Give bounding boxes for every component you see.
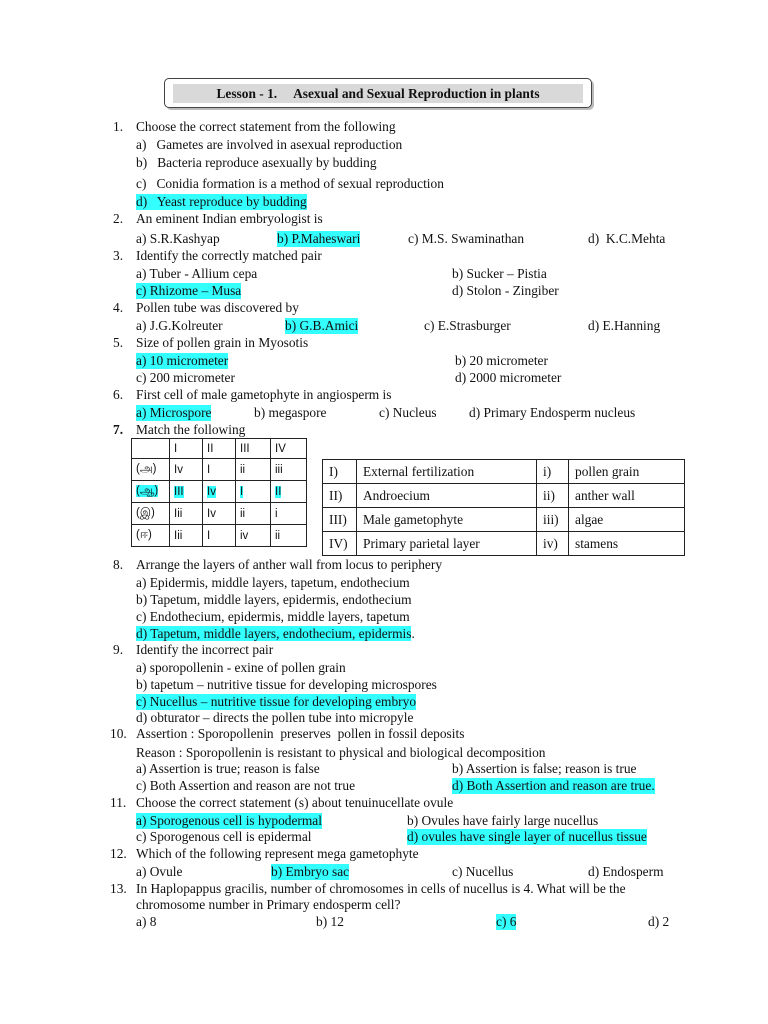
- answer-grid-row: [132, 459, 307, 481]
- q4-option-a: a) J.G.Kolreuter: [136, 318, 223, 333]
- answer-grid-cell: Iii: [170, 525, 203, 547]
- q3-text: Identify the correctly matched pair: [136, 248, 322, 263]
- lesson-title-box: [164, 78, 592, 108]
- q4-option-d: d) E.Hanning: [588, 318, 661, 333]
- answer-grid-header-cell: III: [236, 439, 271, 459]
- q8-option-b: b) Tapetum, middle layers, epidermis, endothecium: [136, 592, 412, 607]
- match-cell-item: Androecium: [357, 484, 537, 508]
- q2-option-b-answer: b) P.Maheswari: [277, 231, 361, 246]
- q13-option-a: a) 8: [136, 914, 157, 929]
- q8-option-d-tail: .: [411, 626, 415, 641]
- match-cell-answer: algae: [569, 508, 685, 532]
- answer-grid-cell: ii: [271, 525, 307, 547]
- q3-option-a: a) Tuber - Allium cepa: [136, 266, 258, 281]
- q4-option-c: c) E.Strasburger: [424, 318, 511, 333]
- q10-assertion: Assertion : Sporopollenin preserves pollen in fossil deposits: [136, 726, 465, 741]
- q10-option-a: a) Assertion is true; reason is false: [136, 761, 320, 776]
- answer-grid-cell: (ஈ): [132, 525, 170, 547]
- q6-option-c: c) Nucleus: [379, 405, 437, 420]
- q6-option-d: d) Primary Endosperm nucleus: [469, 405, 636, 420]
- q12-option-b-answer: b) Embryo sac: [271, 864, 350, 879]
- answer-grid-row-answer: [132, 481, 307, 503]
- q2-number: 2.: [113, 211, 124, 226]
- q11-option-d-answer: d) ovules have single layer of nucellus tissue: [407, 829, 647, 844]
- q10-reason: Reason : Sporopollenin is resistant to physical and biological decomposition: [136, 745, 546, 760]
- answer-grid-header-cell: I: [170, 439, 203, 459]
- answer-grid-row: [132, 525, 307, 547]
- answer-grid-row: [132, 503, 307, 525]
- q8-option-d-line: [136, 626, 415, 642]
- q9-option-b: b) tapetum – nutritive tissue for developing microspores: [136, 677, 437, 692]
- answer-grid-header-row: [132, 439, 307, 459]
- answer-grid-cell: I: [203, 525, 236, 547]
- q11-option-a-answer: a) Sporogenous cell is hypodermal: [136, 813, 322, 828]
- q13-option-d: d) 2: [648, 914, 670, 929]
- q7-text: Match the following: [136, 422, 246, 437]
- q8-option-d-answer: d) Tapetum, middle layers, endothecium, epidermis: [136, 626, 412, 641]
- answer-grid-cell-text: III: [174, 485, 184, 498]
- q5-option-d: d) 2000 micrometer: [455, 370, 562, 385]
- answer-code-grid: [131, 438, 307, 547]
- q7-number: 7.: [113, 422, 124, 437]
- answer-grid-cell: Iv: [203, 503, 236, 525]
- q9-number: 9.: [113, 642, 124, 657]
- q3-option-b: b) Sucker – Pistia: [452, 266, 547, 281]
- q1-option-d-answer: d) Yeast reproduce by budding: [136, 194, 307, 209]
- q12-text: Which of the following represent mega gametophyte: [136, 846, 419, 861]
- q1-option-b: b) Bacteria reproduce asexually by budding: [136, 155, 377, 170]
- q4-number: 4.: [113, 300, 124, 315]
- q13-number: 13.: [110, 881, 127, 896]
- q2-text: An eminent Indian embryologist is: [136, 211, 323, 226]
- q4-option-b-answer: b) G.B.Amici: [285, 318, 359, 333]
- q13-text-line1: In Haplopappus gracilis, number of chromosomes in cells of nucellus is 4. What will be the: [136, 881, 626, 896]
- answer-grid-header-cell: II: [203, 439, 236, 459]
- match-row: [323, 484, 685, 508]
- lesson-title: Lesson - 1. Asexual and Sexual Reproduction in plants: [173, 84, 583, 103]
- q2-option-a: a) S.R.Kashyap: [136, 231, 220, 246]
- q12-number: 12.: [110, 846, 127, 861]
- q11-option-c: c) Sporogenous cell is epidermal: [136, 829, 312, 844]
- answer-grid-cell: [170, 481, 203, 503]
- q8-text: Arrange the layers of anther wall from locus to periphery: [136, 557, 443, 572]
- q10-number: 10.: [110, 726, 127, 741]
- answer-grid-cell: [271, 481, 307, 503]
- answer-grid-cell: [203, 481, 236, 503]
- answer-grid-cell: Iv: [170, 459, 203, 481]
- q13-option-c-answer: c) 6: [496, 914, 517, 929]
- match-cell-roman: II): [323, 484, 357, 508]
- match-row: [323, 532, 685, 556]
- q12-option-c: c) Nucellus: [452, 864, 514, 879]
- q6-option-b: b) megaspore: [254, 405, 327, 420]
- q5-text: Size of pollen grain in Myosotis: [136, 335, 309, 350]
- q10-option-c: c) Both Assertion and reason are not true: [136, 778, 356, 793]
- q2-option-d: d) K.C.Mehta: [588, 231, 666, 246]
- answer-grid-cell: [132, 481, 170, 503]
- q9-option-c-answer: c) Nucellus – nutritive tissue for developing embryo: [136, 694, 417, 709]
- q13-option-b: b) 12: [316, 914, 344, 929]
- answer-grid-header-cell: IV: [271, 439, 307, 459]
- q5-option-b: b) 20 micrometer: [455, 353, 548, 368]
- answer-grid-cell: [236, 481, 271, 503]
- answer-grid-cell-text: Iv: [207, 485, 216, 498]
- answer-grid-cell-text: (ஆ): [136, 484, 159, 497]
- q5-option-c: c) 200 micrometer: [136, 370, 235, 385]
- match-cell-item: Male gametophyte: [357, 508, 537, 532]
- q10-option-d-answer: d) Both Assertion and reason are true.: [452, 778, 655, 793]
- q3-number: 3.: [113, 248, 124, 263]
- answer-grid-cell: i: [271, 503, 307, 525]
- match-cell-roman-small: i): [537, 460, 569, 484]
- match-cell-roman: IV): [323, 532, 357, 556]
- q6-number: 6.: [113, 387, 124, 402]
- answer-grid-cell: ii: [236, 459, 271, 481]
- q9-option-a: a) sporopollenin - exine of pollen grain: [136, 660, 346, 675]
- match-cell-item: Primary parietal layer: [357, 532, 537, 556]
- q1-number: 1.: [113, 119, 124, 134]
- q8-number: 8.: [113, 557, 124, 572]
- answer-grid-cell: (அ): [132, 459, 170, 481]
- match-cell-roman: III): [323, 508, 357, 532]
- q5-option-a-answer: a) 10 micrometer: [136, 353, 229, 368]
- q6-option-a-answer: a) Microspore: [136, 405, 212, 420]
- q12-option-a: a) Ovule: [136, 864, 183, 879]
- q1-option-c: c) Conidia formation is a method of sexual reproduction: [136, 176, 444, 191]
- match-table: [322, 459, 685, 556]
- q12-option-d: d) Endosperm: [588, 864, 664, 879]
- answer-grid-cell-text: I: [240, 485, 244, 498]
- match-cell-item: External fertilization: [357, 460, 537, 484]
- q10-option-b: b) Assertion is false; reason is true: [452, 761, 637, 776]
- match-cell-roman-small: ii): [537, 484, 569, 508]
- answer-grid-cell-text: II: [275, 485, 282, 498]
- q11-option-b: b) Ovules have fairly large nucellus: [407, 813, 599, 828]
- answer-grid-cell: iv: [236, 525, 271, 547]
- match-row: [323, 508, 685, 532]
- match-cell-roman-small: iii): [537, 508, 569, 532]
- match-cell-answer: anther wall: [569, 484, 685, 508]
- answer-grid-cell: iii: [271, 459, 307, 481]
- q11-text: Choose the correct statement (s) about tenuinucellate ovule: [136, 795, 454, 810]
- match-cell-answer: stamens: [569, 532, 685, 556]
- q3-option-d: d) Stolon - Zingiber: [452, 283, 559, 298]
- q1-option-a: a) Gametes are involved in asexual reproduction: [136, 137, 403, 152]
- q11-number: 11.: [110, 795, 127, 810]
- q9-text: Identify the incorrect pair: [136, 642, 274, 657]
- q3-option-c-answer: c) Rhizome – Musa: [136, 283, 242, 298]
- q1-text: Choose the correct statement from the following: [136, 119, 396, 134]
- q6-text: First cell of male gametophyte in angiosperm is: [136, 387, 392, 402]
- match-cell-roman-small: iv): [537, 532, 569, 556]
- answer-grid-cell: ii: [236, 503, 271, 525]
- answer-grid-cell: (இ): [132, 503, 170, 525]
- q2-option-c: c) M.S. Swaminathan: [408, 231, 525, 246]
- answer-grid-cell: Iii: [170, 503, 203, 525]
- match-cell-answer: pollen grain: [569, 460, 685, 484]
- q9-option-d: d) obturator – directs the pollen tube into micropyle: [136, 710, 414, 725]
- q8-option-c: c) Endothecium, epidermis, middle layers, tapetum: [136, 609, 410, 624]
- answer-grid-cell: I: [203, 459, 236, 481]
- match-row: [323, 460, 685, 484]
- match-cell-roman: I): [323, 460, 357, 484]
- q8-option-a: a) Epidermis, middle layers, tapetum, endothecium: [136, 575, 410, 590]
- q13-text-line2: chromosome number in Primary endosperm cell?: [136, 897, 401, 912]
- answer-grid-header-cell: [132, 439, 170, 459]
- q5-number: 5.: [113, 335, 124, 350]
- q4-text: Pollen tube was discovered by: [136, 300, 299, 315]
